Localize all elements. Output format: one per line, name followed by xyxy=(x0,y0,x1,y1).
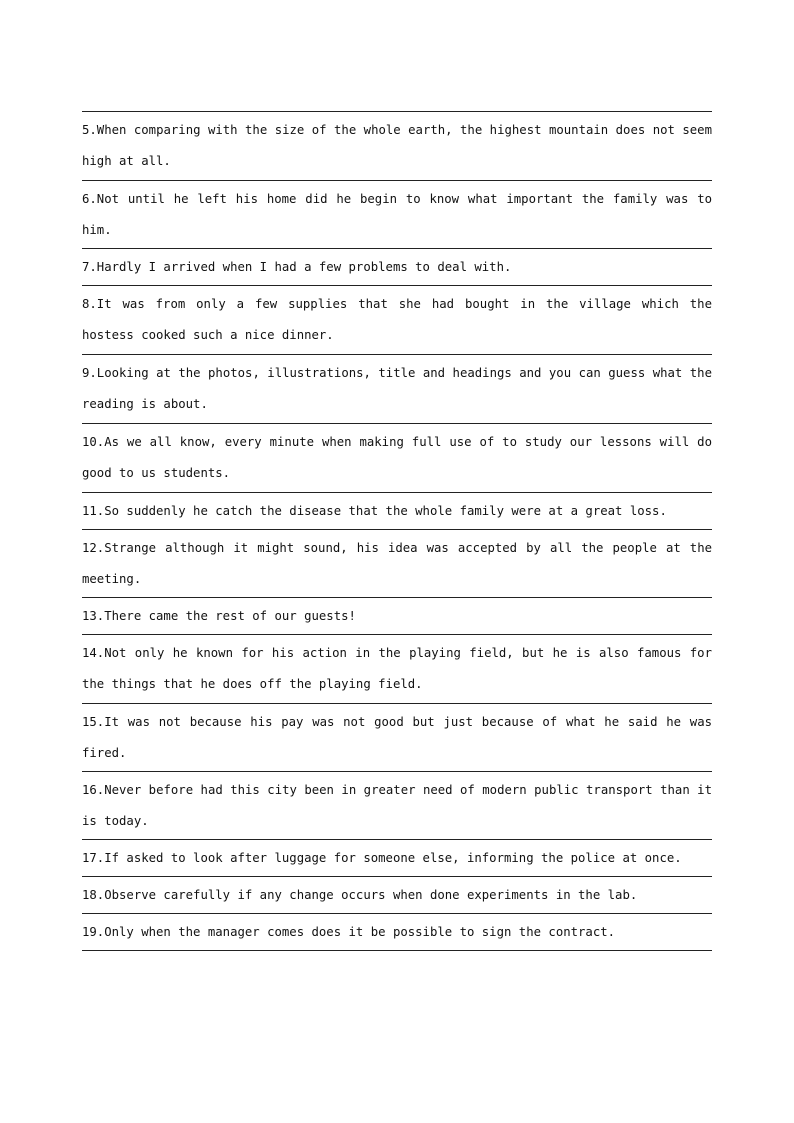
exercise-item-9: 9.Looking at the photos, illustrations, title and headings and you can guess what the reading is about. xyxy=(82,366,712,411)
exercise-item-16: 16.Never before had this city been in greater need of modern public transport than it is today. xyxy=(82,783,712,828)
exercise-item-11: 11.So suddenly he catch the disease that the whole family were at a great loss. xyxy=(82,504,667,518)
exercise-item-19: 19.Only when the manager comes does it be possible to sign the contract. xyxy=(82,925,616,939)
exercise-item-12: 12.Strange although it might sound, his idea was accepted by all the people at the meeting. xyxy=(82,541,712,586)
exercise-item-15: 15.It was not because his pay was not good but just because of what he said he was fired. xyxy=(82,715,712,760)
exercise-item-17: 17.If asked to look after luggage for someone else, informing the police at once. xyxy=(82,851,682,865)
exercise-item-13: 13.There came the rest of our guests! xyxy=(82,609,356,623)
exercise-item-8: 8.It was from only a few supplies that she had bought in the village which the hostess cooked such a nice dinner. xyxy=(82,297,712,342)
exercise-item-6: 6.Not until he left his home did he begin to know what important the family was to him. xyxy=(82,192,712,237)
answer-line xyxy=(82,950,712,951)
exercise-item-14: 14.Not only he known for his action in the playing field, but he is also famous for the things that he does off the playing field. xyxy=(82,646,712,691)
exercise-item-18: 18.Observe carefully if any change occurs when done experiments in the lab. xyxy=(82,888,638,902)
exercise-item-10: 10.As we all know, every minute when making full use of to study our lessons will do good to us students. xyxy=(82,435,712,480)
exercise-item-7: 7.Hardly I arrived when I had a few problems to deal with. xyxy=(82,260,512,274)
worksheet xyxy=(82,111,712,951)
exercise-item-5: 5.When comparing with the size of the whole earth, the highest mountain does not seem high at all. xyxy=(82,123,712,168)
